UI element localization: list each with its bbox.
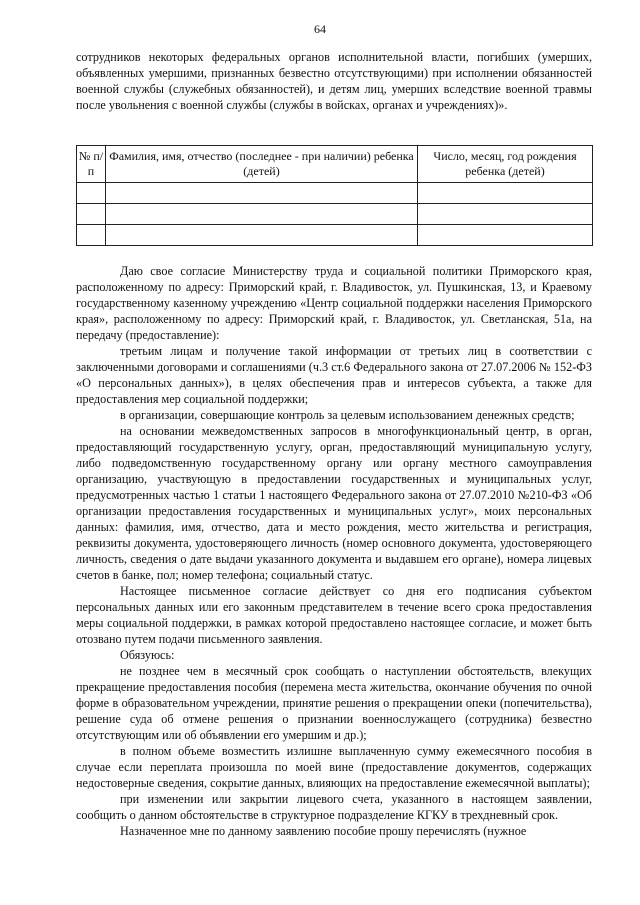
interagency-paragraph: на основании межведомственных запросов в многофункциональный центр, в орган, предоставляющий государственную услугу, орган, предоставляющий муниципальную услугу, либо подведомственную государственному органу или органу местного самоуправления организацию, участвующую в предоставлении государственных и муниципальных услуг, предусмотренных частью 1 статьи 1 настоящего Федерального закона от 27.07.2010 №210-ФЗ «Об организации предоставления государственных и муниципальных услуг», моих персональных данных: фамилия, имя, отчество, дата и место рождения, место жительства и регистрация, реквизиты документа, удостоверяющего личность (номер основного документа, удостоверяющего личность, сведения о дате выдачи указанного документа и выдавшем его органе), номера лицевых счетов в банке, пол; номер телефона; социальный статус. <box>76 424 592 582</box>
table-cell[interactable] <box>106 204 418 225</box>
obligations-heading: Обязуюсь: <box>120 648 175 662</box>
obligation-refund-paragraph: в полном объеме возместить излишне выплаченную сумму ежемесячного пособия в случае если переплата произошла по моей вине (предоставление документов, содержащих недостоверные сведения, сокрытие данных, влияющих на предоставление ежемесячной выплаты); <box>76 744 592 790</box>
header-number: № п/п <box>77 146 106 183</box>
consent-paragraph: Даю свое согласие Министерству труда и социальной политики Приморского края, расположенному по адресу: Приморский край, г. Владивосток, ул. Пушкинская, 13, и Краевому государственному казенному учреждению «Центр социальной поддержки населения Приморского края», расположенному по адресу: Приморский край, г. Владивосток, ул. Светланская, 51а, на передачу (предоставление): <box>76 264 592 342</box>
table-row <box>77 204 593 225</box>
header-full-name: Фамилия, имя, отчество (последнее - при наличии) ребенка (детей) <box>106 146 418 183</box>
table-cell[interactable] <box>106 183 418 204</box>
table-cell[interactable] <box>77 183 106 204</box>
obligation-notify-paragraph: не позднее чем в месячный срок сообщать о наступлении обстоятельств, влекущих прекращение предоставления пособия (перемена места жительства, окончание обучения по очной форме в образовательном учреждении, принятие решения о прекращении опеки (попечительства), решение суда об отмене решения о признании военнослужащего (сотрудника) безвестно отсутствующим или об объявлении его умершим и др.); <box>76 664 592 742</box>
validity-paragraph: Настоящее письменное согласие действует со дня его подписания субъектом персональных данных или его законным представителем в течение всего срока предоставления меры социальной поддержки, в рамках которой предоставлено настоящее согласие, и может быть отозвано путем подачи письменного заявления. <box>76 584 592 646</box>
children-table <box>76 145 593 246</box>
obligation-account-paragraph: при изменении или закрытии лицевого счета, указанного в настоящем заявлении, сообщить о данном обстоятельстве в структурное подразделение КГКУ в трехдневный срок. <box>76 792 592 822</box>
table-cell[interactable] <box>418 204 593 225</box>
page-number: 64 <box>314 22 326 36</box>
table-row <box>77 225 593 246</box>
table-cell[interactable] <box>106 225 418 246</box>
intro-paragraph: сотрудников некоторых федеральных органов исполнительной власти, погибших (умерших, объявленных умершими, признанных безвестно отсутствующими) при исполнении обязанностей военной службы (служебных обязанностей), и детям лиц, умерших вследствие военной травмы после увольнения с военной службы (службы в войсках, органах и учреждениях)». <box>76 50 592 112</box>
table-cell[interactable] <box>77 204 106 225</box>
header-birth-date: Число, месяц, год рождения ребенка (детей) <box>418 146 593 183</box>
payment-paragraph: Назначенное мне по данному заявлению пособие прошу перечислять (нужное <box>120 824 527 838</box>
control-orgs-paragraph: в организации, совершающие контроль за целевым использованием денежных средств; <box>120 408 575 422</box>
table-header-row <box>77 146 593 183</box>
table-cell[interactable] <box>418 183 593 204</box>
third-parties-paragraph: третьим лицам и получение такой информации от третьих лиц в соответствии с заключенными договорами и соглашениями (ч.3 ст.6 Федерального закона от 27.07.2006 № 152-ФЗ «О персональных данных»), в целях обеспечения прав и интересов субъекта, а также для предоставления мер социальной поддержки; <box>76 344 592 406</box>
table-cell[interactable] <box>77 225 106 246</box>
table-row <box>77 183 593 204</box>
table-cell[interactable] <box>418 225 593 246</box>
consent-body <box>76 263 592 839</box>
